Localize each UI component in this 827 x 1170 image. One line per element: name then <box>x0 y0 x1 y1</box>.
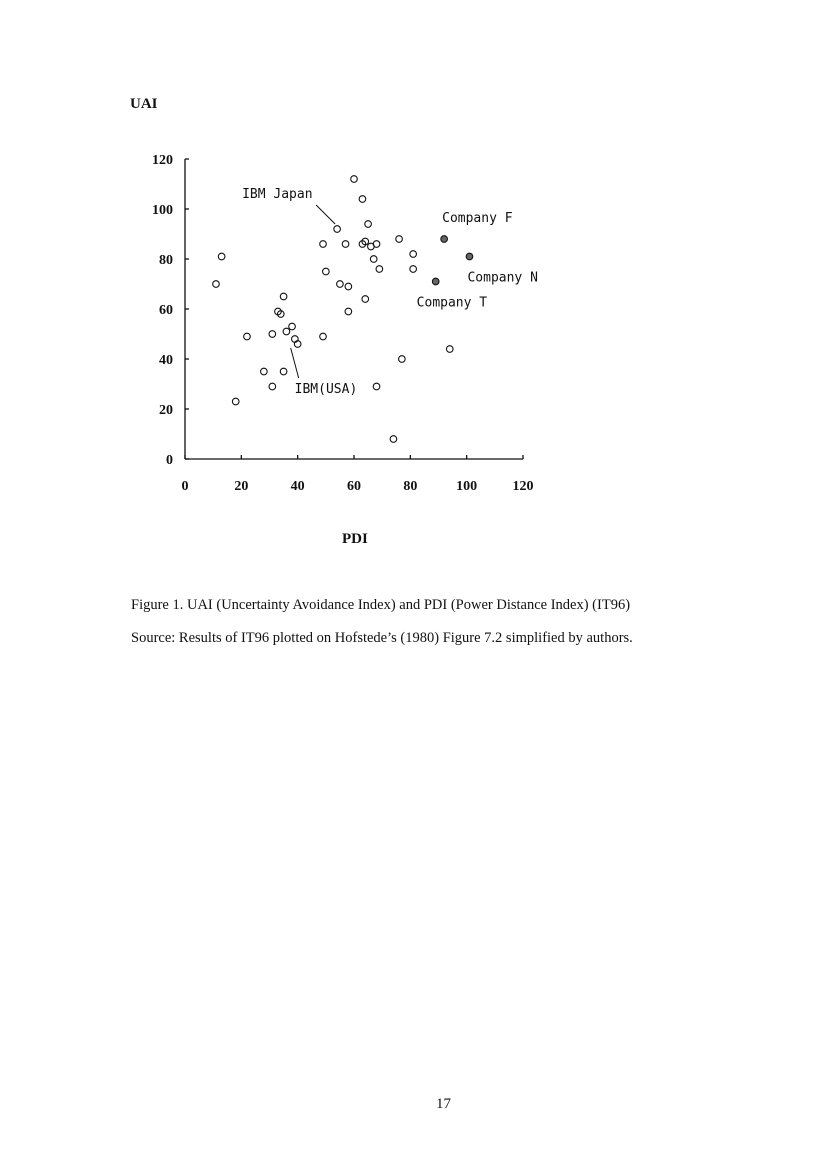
y-tick-label: 60 <box>159 303 173 318</box>
data-point <box>362 296 369 303</box>
data-point <box>292 336 299 343</box>
data-point <box>232 398 239 405</box>
data-point <box>345 283 352 290</box>
annotation-leader <box>291 348 299 378</box>
data-point <box>334 226 341 233</box>
data-point <box>244 333 251 340</box>
company-label: Company F <box>442 211 513 226</box>
annotation-label: IBM(USA) <box>294 382 358 397</box>
data-point <box>446 346 453 353</box>
data-point <box>359 196 366 203</box>
x-tick-label: 0 <box>181 479 189 494</box>
data-point <box>390 436 397 443</box>
data-point <box>283 328 290 335</box>
data-point <box>269 383 276 390</box>
data-point <box>294 341 301 348</box>
annotation-label: IBM Japan <box>242 187 313 202</box>
data-point <box>410 251 417 258</box>
data-point <box>373 383 380 390</box>
x-tick-label: 20 <box>234 479 249 494</box>
y-tick-label: 0 <box>166 453 173 468</box>
y-tick-label: 120 <box>152 153 173 168</box>
data-point <box>351 176 358 183</box>
data-point <box>410 266 417 273</box>
company-label: Company N <box>467 270 538 286</box>
data-point <box>218 253 225 260</box>
data-point <box>261 368 268 375</box>
data-point <box>337 281 344 288</box>
page-number: 17 <box>436 1096 451 1112</box>
x-tick-label: 100 <box>456 479 478 494</box>
y-tick-label: 20 <box>159 403 173 418</box>
x-tick-label: 120 <box>512 479 534 494</box>
y-tick-label: 80 <box>159 253 173 268</box>
data-point <box>320 333 327 340</box>
data-point <box>365 221 372 228</box>
data-point <box>399 356 406 363</box>
data-point <box>396 236 403 243</box>
y-tick-label: 100 <box>152 203 173 218</box>
data-point <box>280 293 287 300</box>
highlighted-data-point <box>466 253 473 260</box>
data-point <box>213 281 220 288</box>
highlighted-data-point <box>432 278 439 285</box>
data-point <box>289 323 296 330</box>
data-point <box>342 241 349 248</box>
annotation-leader <box>316 205 335 224</box>
data-point <box>373 241 380 248</box>
data-point <box>345 308 352 315</box>
y-tick-label: 40 <box>159 353 173 368</box>
x-tick-label: 60 <box>347 479 361 494</box>
figure-source-note: Source: Results of IT96 plotted on Hofstede’s (1980) Figure 7.2 simplified by authors. <box>131 630 633 646</box>
highlighted-data-point <box>441 236 448 243</box>
figure-caption: Figure 1. UAI (Uncertainty Avoidance Index) and PDI (Power Distance Index) (IT96) <box>131 597 631 613</box>
data-point <box>280 368 287 375</box>
data-point <box>376 266 383 273</box>
company-label: Company T <box>416 295 488 311</box>
x-axis-title: PDI <box>342 531 368 547</box>
data-point <box>323 268 330 275</box>
data-point <box>269 331 276 338</box>
data-point <box>370 256 377 263</box>
x-tick-label: 80 <box>403 479 418 494</box>
y-axis-title: UAI <box>130 96 158 112</box>
data-point <box>320 241 327 248</box>
x-tick-label: 40 <box>290 479 305 494</box>
